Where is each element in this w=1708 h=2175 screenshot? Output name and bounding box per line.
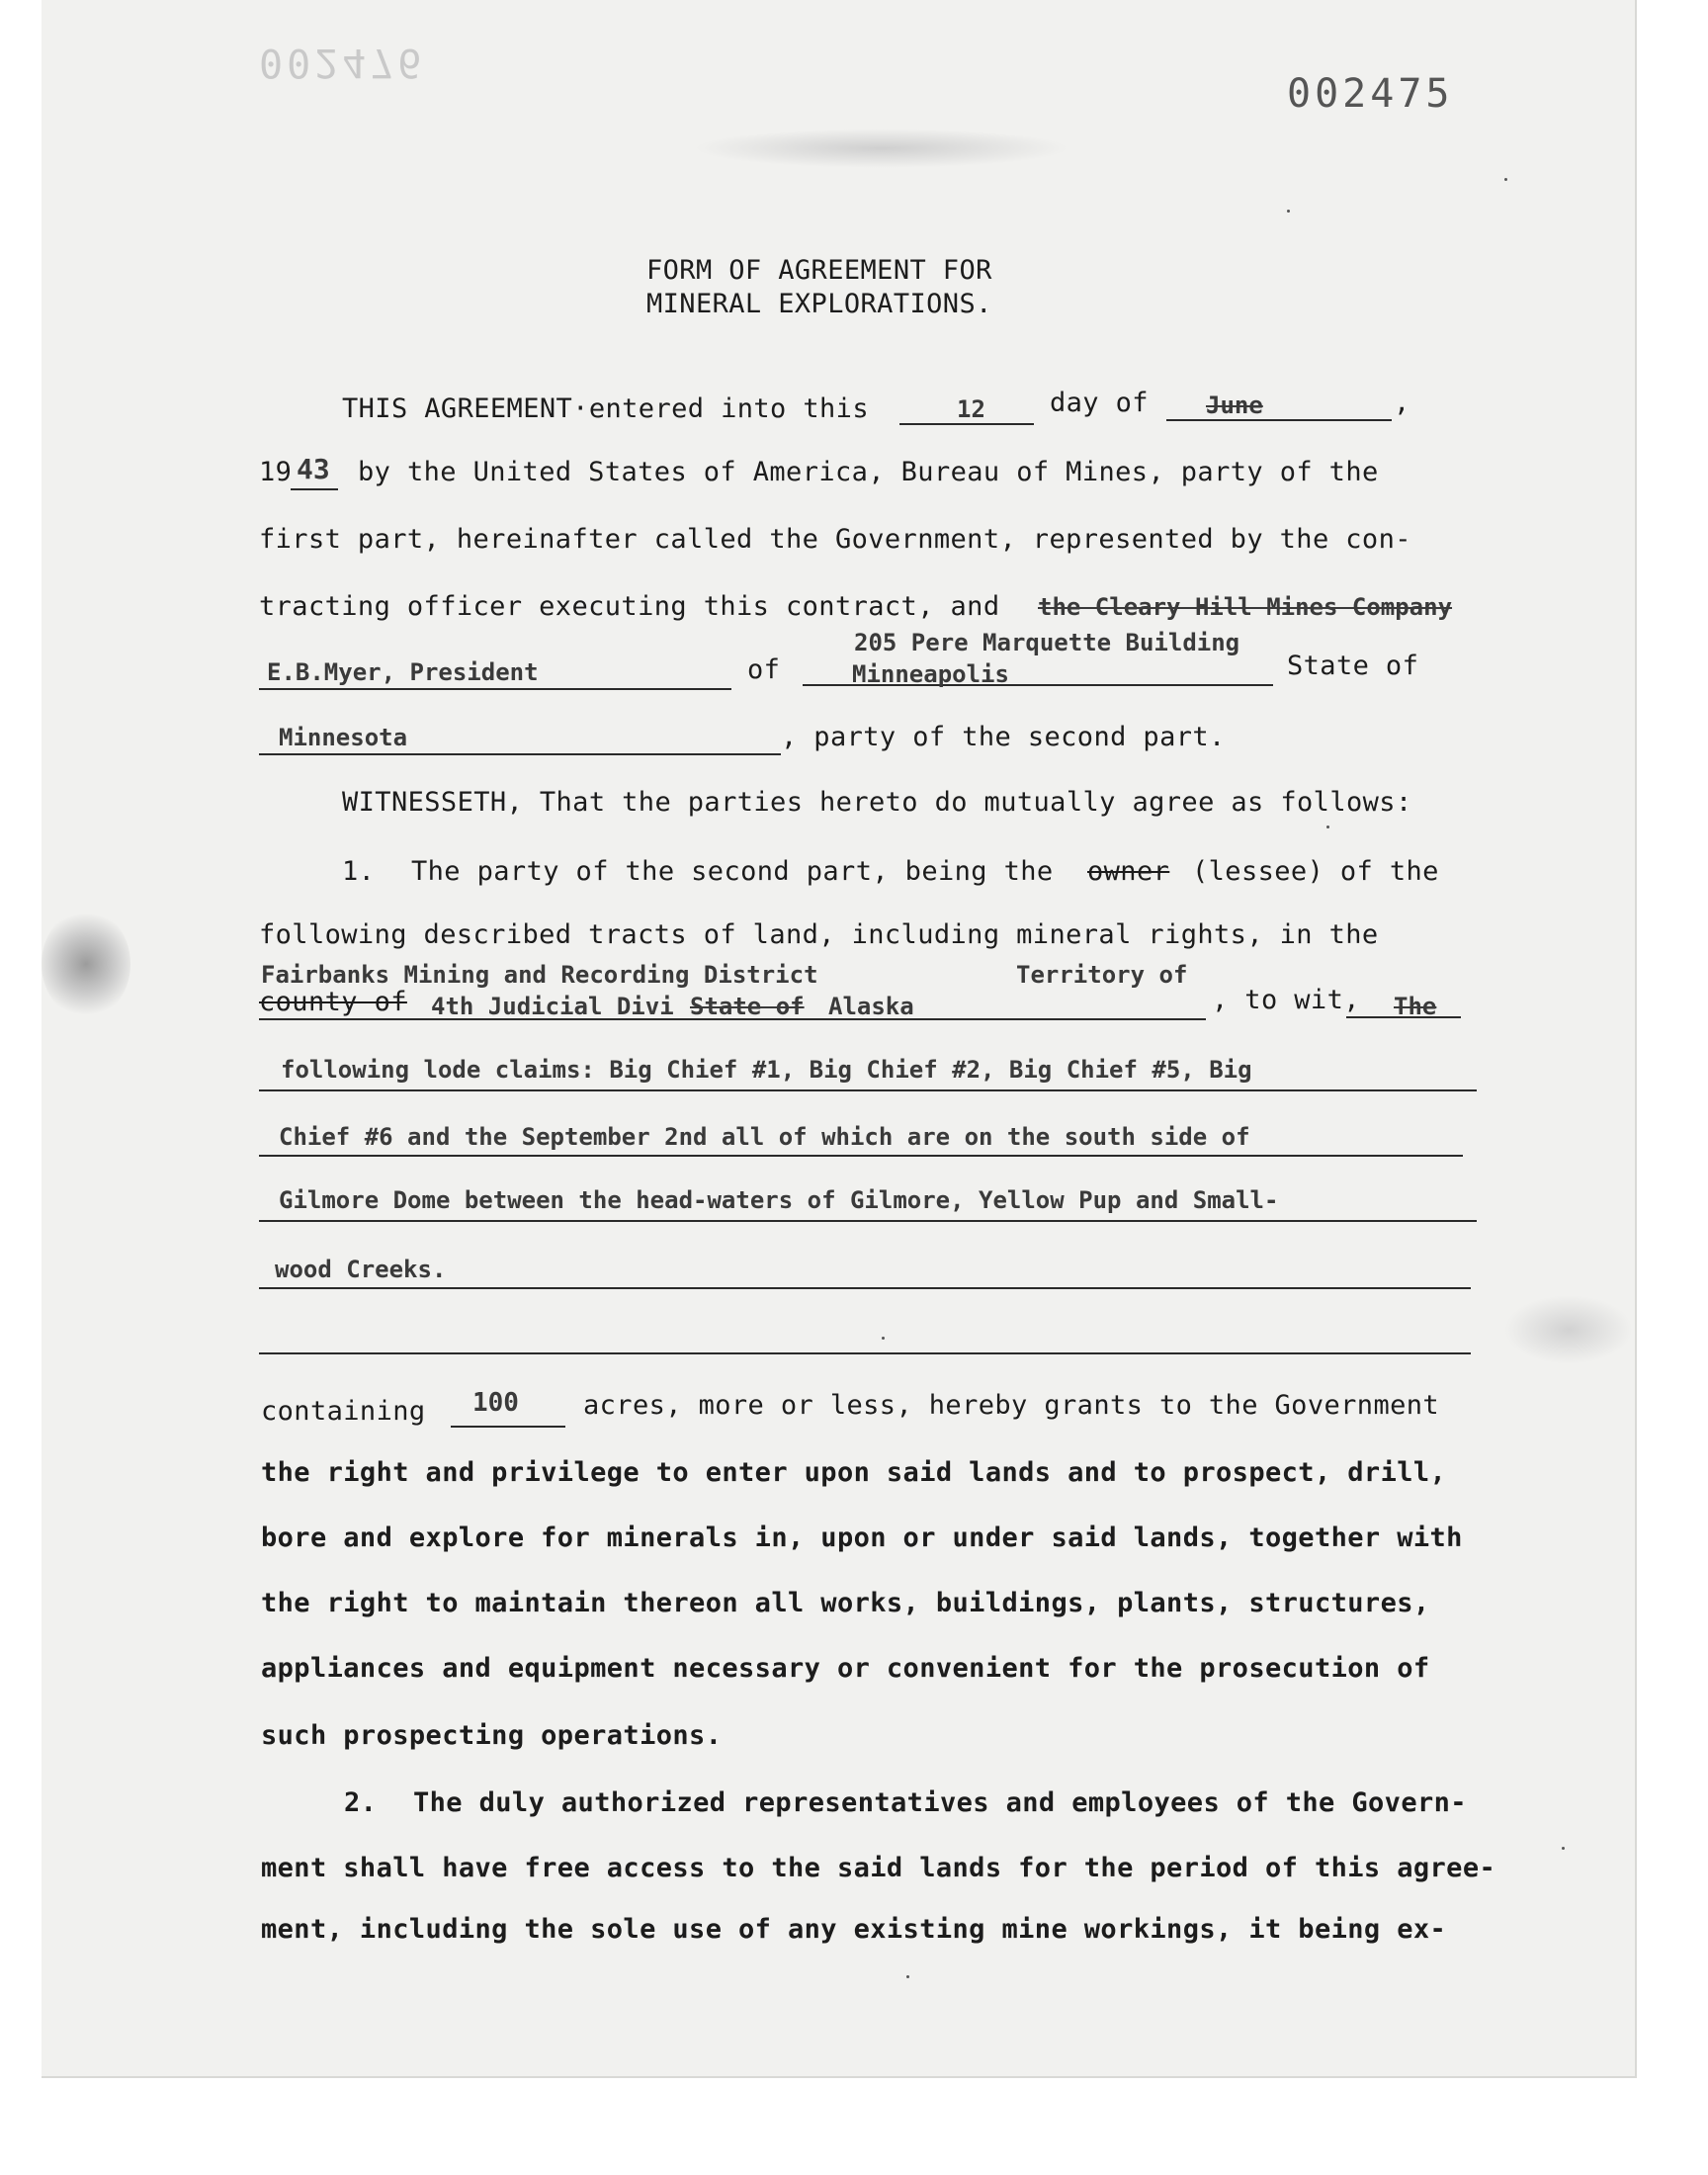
representative-value: E.B.Myer, President: [267, 658, 539, 686]
to-wit-label: , to wit,: [1212, 985, 1360, 1015]
day-of-label: day of: [1050, 388, 1149, 418]
acres-value: 100: [472, 1388, 519, 1418]
document-number: 002475: [1287, 71, 1454, 117]
city-value: Minneapolis: [852, 660, 1009, 688]
section-2-number: 2.: [344, 1787, 378, 1818]
document-page: [42, 0, 1637, 2078]
claims-underline-4: [259, 1287, 1471, 1289]
section-1-line-2: following described tracts of land, including mineral rights, in the: [259, 919, 1379, 950]
scan-smudge-left: [42, 910, 130, 1018]
section-1-line-1a: The party of the second part, being the: [411, 856, 1054, 887]
section-2-line-3: ment, including the sole use of any existing mine workings, it being ex-: [261, 1914, 1447, 1945]
alaska-value: Alaska: [828, 993, 914, 1020]
blank-line: [259, 1352, 1471, 1354]
owner-crossed: owner: [1087, 856, 1170, 887]
county-line: [259, 1018, 1206, 1020]
containing-label: containing: [261, 1396, 426, 1427]
state-of-crossed: State of: [690, 993, 805, 1020]
section-1-line-d: the right and privilege to enter upon said lands and to prospect, drill,: [261, 1457, 1447, 1488]
territory-value: Territory of: [1016, 961, 1188, 989]
second-party-label: , party of the second part.: [781, 722, 1226, 752]
state-of-label: State of: [1287, 651, 1419, 681]
witnesseth: WITNESSETH, That the parties hereto do mutually agree as follows:: [342, 787, 1412, 818]
day-value: 12: [957, 395, 985, 423]
p1-line-3: first part, hereinafter called the Government, represented by the con-: [259, 524, 1411, 555]
section-1-line-g: appliances and equipment necessary or convenient for the prosecution of: [261, 1653, 1430, 1684]
day-line: [899, 423, 1034, 425]
state-value: Minnesota: [279, 724, 408, 751]
title-line-1: FORM OF AGREEMENT FOR: [646, 255, 992, 286]
year-line: [291, 488, 338, 490]
division-value: 4th Judicial Divi: [431, 993, 674, 1020]
section-1-line-h: such prospecting operations.: [261, 1720, 723, 1751]
month-comma: ,: [1394, 388, 1410, 418]
scan-smudge-right: [1504, 1295, 1633, 1364]
year-value: 43: [297, 453, 330, 485]
title-line-2: MINERAL EXPLORATIONS.: [646, 289, 992, 319]
ghost-document-number: 002476: [259, 40, 426, 85]
section-2-line-2: ment shall have free access to the said lands for the period of this agree-: [261, 1853, 1496, 1883]
p1-line-2: by the United States of America, Bureau of Mines, party of the: [358, 457, 1379, 487]
claims-underline-3: [259, 1220, 1477, 1222]
claims-underline-2: [259, 1155, 1463, 1157]
claims-line-1: following lode claims: Big Chief #1, Big Chief #2, Big Chief #5, Big: [281, 1056, 1252, 1084]
section-1-number: 1.: [342, 856, 376, 887]
claims-line-3: Gilmore Dome between the head-waters of Gilmore, Yellow Pup and Small-: [279, 1186, 1279, 1214]
p1-line-4: tracting officer executing this contract, and: [259, 591, 1000, 622]
acres-line: [451, 1426, 565, 1428]
month-value: June: [1206, 392, 1263, 419]
agreement-intro: THIS AGREEMENT·entered into this: [342, 393, 869, 424]
representative-line: [259, 688, 731, 690]
section-1-line-c: acres, more or less, hereby grants to the Government: [583, 1390, 1440, 1421]
district-value: Fairbanks Mining and Recording District: [261, 961, 818, 989]
section-1-line-f: the right to maintain thereon all works, buildings, plants, structures,: [261, 1588, 1430, 1618]
month-line: [1166, 419, 1392, 421]
state-line: [259, 753, 781, 755]
claims-line-2: Chief #6 and the September 2nd all of which are on the south side of: [279, 1123, 1250, 1151]
year-prefix: 19: [259, 457, 293, 487]
company-address: 205 Pere Marquette Building: [854, 629, 1240, 656]
claims-line-4: wood Creeks.: [275, 1256, 447, 1283]
section-2-line-1: The duly authorized representatives and employees of the Govern-: [413, 1787, 1467, 1818]
section-1-line-e: bore and explore for minerals in, upon or under said lands, together with: [261, 1522, 1463, 1553]
company-name: the Cleary Hill Mines Company: [1038, 593, 1453, 621]
of-label: of: [747, 654, 781, 685]
county-of-crossed: county of: [259, 987, 407, 1017]
the-crossed: The: [1394, 993, 1437, 1020]
section-1-line-1b: (lessee) of the: [1192, 856, 1439, 887]
scan-smudge-top: [694, 129, 1069, 168]
claims-underline-1: [259, 1089, 1477, 1091]
